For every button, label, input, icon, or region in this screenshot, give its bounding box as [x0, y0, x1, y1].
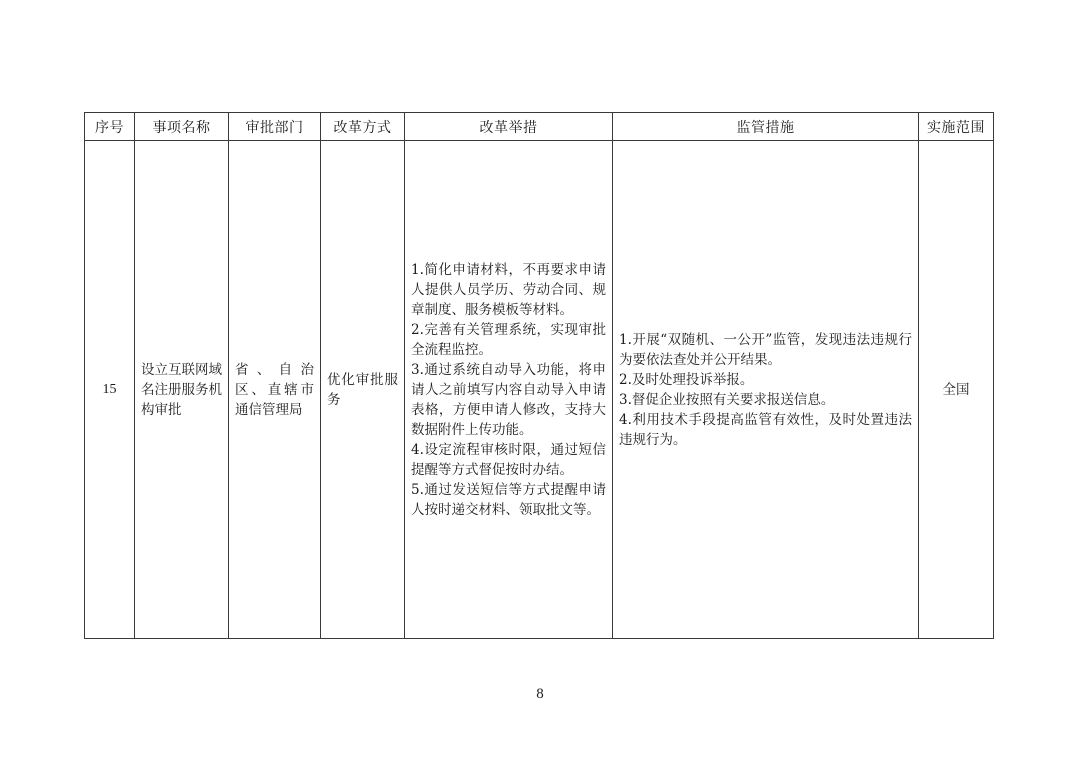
- supervision-measure-item: 3.督促企业按照有关要求报送信息。: [619, 391, 835, 408]
- supervision-measures-list: [613, 330, 918, 450]
- table-header-row: [85, 113, 994, 141]
- reform-measure-item: 1.简化申请材料，不再要求申请人提供人员学历、劳动合同、规章制度、服务模板等材料。: [411, 261, 606, 318]
- row-reform-method-cell: [321, 141, 405, 639]
- reform-items-table: [84, 112, 994, 639]
- row-reform-method: 优化审批服务: [327, 371, 398, 408]
- supervision-measure-item: 1.开展“双随机、一公开”监管，发现违法违规行为要依法查处并公开结果。: [619, 331, 912, 368]
- row-reform-measures-cell: [405, 141, 613, 639]
- row-department: 省、自治区、直辖市通信管理局: [235, 361, 314, 418]
- header-item-name: 事项名称: [135, 113, 229, 141]
- supervision-measure-item: 2.及时处理投诉举报。: [619, 371, 754, 388]
- row-supervision-measures-cell: [613, 141, 919, 639]
- row-index: 15: [85, 141, 135, 639]
- reform-measures-list: [405, 260, 612, 520]
- header-reform-measures: 改革举措: [405, 113, 613, 141]
- row-item-name: 设立互联网域名注册服务机构审批: [141, 361, 222, 418]
- row-scope: 全国: [919, 141, 994, 639]
- supervision-measure-item: 4.利用技术手段提高监管有效性，及时处置违法违规行为。: [619, 411, 912, 448]
- header-department: 审批部门: [229, 113, 321, 141]
- header-reform-method: 改革方式: [321, 113, 405, 141]
- reform-measure-item: 2.完善有关管理系统，实现审批全流程监控。: [411, 321, 606, 358]
- header-scope: 实施范围: [919, 113, 994, 141]
- reform-measure-item: 3.通过系统自动导入功能，将申请人之前填写内容自动导入申请表格，方便申请人修改，支持大数据附件上传功能。: [411, 361, 606, 438]
- table-row: [85, 141, 994, 639]
- reform-measure-item: 5.通过发送短信等方式提醒申请人按时递交材料、领取批文等。: [411, 481, 606, 518]
- reform-measure-item: 4.设定流程审核时限，通过短信提醒等方式督促按时办结。: [411, 441, 606, 478]
- row-item-name-cell: [135, 141, 229, 639]
- page-number: 8: [536, 686, 544, 702]
- header-index: 序号: [85, 113, 135, 141]
- row-department-cell: [229, 141, 321, 639]
- header-supervision-measures: 监管措施: [613, 113, 919, 141]
